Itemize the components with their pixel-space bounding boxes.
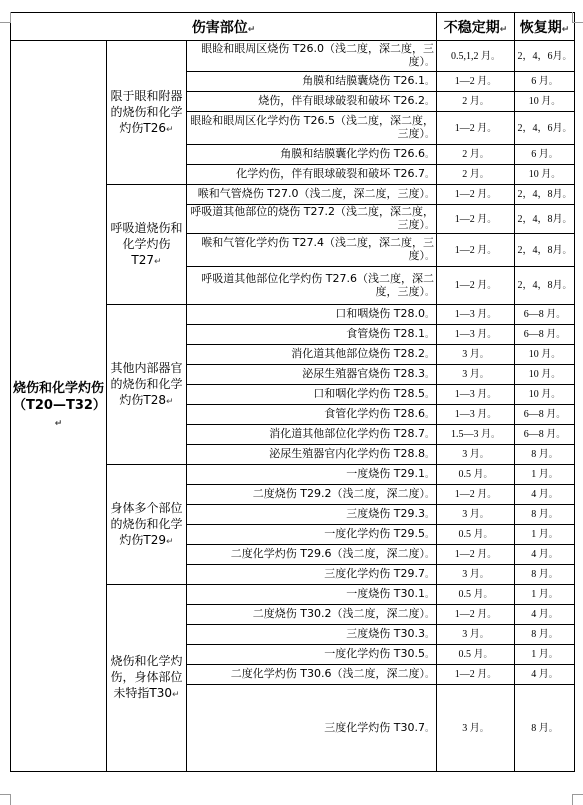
unstable-cell: 3 月。 (437, 365, 515, 385)
unstable-cell: 1—3 月。 (437, 305, 515, 325)
unstable-cell: 1—3 月。 (437, 385, 515, 405)
unstable-cell: 3 月。 (437, 685, 515, 772)
recovery-value: 8 月 (531, 569, 549, 580)
unstable-value: 1—3 月 (454, 309, 488, 320)
unstable-cell: 3 月。 (437, 505, 515, 525)
unstable-cell: 0.5 月。 (437, 465, 515, 485)
unstable-cell: 0.5,1,2 月。 (437, 41, 515, 72)
unstable-value: 1—2 月 (454, 244, 488, 256)
item-cell: 眼睑和眼周区化学灼伤 T26.5（浅二度，深二度，三度）。 (187, 112, 437, 145)
group-label: 烧伤和化学灼伤，身体部位未特指T30 (110, 654, 183, 700)
item-label: 三度烧伤 T29.3 (346, 507, 425, 520)
group-cell: 限于眼和附器的烧伤和化学灼伤T26↵ (107, 41, 187, 185)
recovery-cell: 2，4，8月。 (515, 185, 575, 205)
item-cell: 三度烧伤 T29.3。 (187, 505, 437, 525)
crop-mark-top-left (0, 12, 11, 23)
unstable-value: 0.5 月 (458, 529, 484, 540)
unstable-value: 1—2 月 (454, 549, 488, 560)
item-label: 消化道其他部位化学灼伤 T28.7 (269, 427, 425, 440)
unstable-value: 2 月 (462, 149, 480, 160)
unstable-cell: 3 月。 (437, 565, 515, 585)
unstable-value: 1.5—3 月 (451, 429, 491, 440)
unstable-value: 1—2 月 (454, 609, 488, 620)
unstable-value: 0.5 月 (458, 469, 484, 480)
recovery-value: 2，4，8月 (517, 213, 563, 225)
recovery-cell: 10 月。 (515, 385, 575, 405)
header-unstable: 不稳定期↵ (437, 13, 515, 41)
unstable-cell: 3 月。 (437, 625, 515, 645)
item-label: 眼睑和眼周区化学灼伤 T26.5（浅二度，深二度，三度） (190, 114, 435, 140)
item-cell: 二度化学灼伤 T29.6（浅二度，深二度）。 (187, 545, 437, 565)
item-cell: 二度化学灼伤 T30.6（浅二度，深二度）。 (187, 665, 437, 685)
item-label: 一度化学灼伤 T30.5 (324, 647, 425, 660)
item-cell: 烧伤，伴有眼球破裂和破坏 T26.2。 (187, 92, 437, 112)
unstable-value: 2 月 (462, 169, 480, 180)
recovery-cell: 1 月。 (515, 465, 575, 485)
unstable-value: 3 月 (462, 722, 480, 734)
unstable-cell: 1.5—3 月。 (437, 425, 515, 445)
recovery-value: 10 月 (528, 369, 552, 380)
recovery-cell: 8 月。 (515, 505, 575, 525)
unstable-value: 3 月 (462, 629, 480, 640)
recovery-value: 2，4，8月 (517, 244, 563, 256)
injury-period-table (10, 12, 575, 772)
item-cell: 二度烧伤 T29.2（浅二度，深二度）。 (187, 485, 437, 505)
recovery-value: 10 月 (528, 169, 552, 180)
unstable-cell: 1—3 月。 (437, 325, 515, 345)
recovery-value: 2，4，6月 (517, 122, 563, 134)
recovery-cell: 1 月。 (515, 525, 575, 545)
recovery-cell: 1 月。 (515, 645, 575, 665)
recovery-value: 6 月 (531, 76, 549, 87)
recovery-cell: 8 月。 (515, 445, 575, 465)
item-label: 喉和气管化学灼伤 T27.4（浅二度，深二度，三度） (201, 236, 435, 262)
item-label: 消化道其他部位烧伤 T28.2 (291, 347, 425, 360)
crop-mark-top-right (572, 12, 583, 23)
group-cell: 烧伤和化学灼伤，身体部位未特指T30↵ (107, 585, 187, 772)
recovery-cell: 10 月。 (515, 92, 575, 112)
unstable-cell: 0.5 月。 (437, 645, 515, 665)
recovery-cell: 6—8 月。 (515, 305, 575, 325)
recovery-value: 1 月 (531, 589, 549, 600)
recovery-value: 4 月 (531, 489, 549, 500)
item-label: 二度烧伤 T29.2（浅二度，深二度） (252, 487, 425, 500)
item-label: 二度烧伤 T30.2（浅二度，深二度） (252, 607, 425, 620)
item-label: 一度化学灼伤 T29.5 (324, 527, 425, 540)
recovery-cell: 2，4，6月。 (515, 112, 575, 145)
item-label: 食管化学灼伤 T28.6 (324, 407, 425, 420)
recovery-cell: 2，4，8月。 (515, 267, 575, 305)
category-cell: 烧伤和化学灼伤（T20—T32）↵ (11, 41, 107, 772)
recovery-value: 4 月 (531, 549, 549, 560)
table-row (11, 41, 575, 72)
item-label: 眼睑和眼周区烧伤 T26.0（浅二度，深二度，三度） (201, 42, 435, 68)
recovery-value: 1 月 (531, 529, 549, 540)
item-cell: 一度化学灼伤 T30.5。 (187, 645, 437, 665)
recovery-value: 1 月 (531, 649, 549, 660)
item-cell: 一度化学灼伤 T29.5。 (187, 525, 437, 545)
unstable-value: 3 月 (462, 369, 480, 380)
recovery-value: 4 月 (531, 669, 549, 680)
category-label: 烧伤和化学灼伤（T20—T32） (13, 380, 106, 413)
unstable-cell: 1—2 月。 (437, 234, 515, 267)
unstable-cell: 1—2 月。 (437, 267, 515, 305)
item-cell: 消化道其他部位化学灼伤 T28.7。 (187, 425, 437, 445)
item-label: 喉和气管烧伤 T27.0（浅二度，深二度，三度） (197, 187, 425, 200)
item-cell: 眼睑和眼周区烧伤 T26.0（浅二度，深二度，三度）。 (187, 41, 437, 72)
recovery-cell: 4 月。 (515, 545, 575, 565)
unstable-cell: 3 月。 (437, 445, 515, 465)
item-cell: 泌尿生殖器官烧伤 T28.3。 (187, 365, 437, 385)
unstable-value: 2 月 (462, 96, 480, 107)
recovery-cell: 8 月。 (515, 685, 575, 772)
item-label: 口和咽化学灼伤 T28.5 (313, 387, 425, 400)
item-label: 一度烧伤 T30.1 (346, 587, 425, 600)
recovery-cell: 6—8 月。 (515, 425, 575, 445)
recovery-cell: 6 月。 (515, 145, 575, 165)
recovery-value: 8 月 (531, 449, 549, 460)
unstable-value: 3 月 (462, 449, 480, 460)
item-label: 三度化学灼伤 T30.7 (324, 720, 425, 734)
recovery-cell: 10 月。 (515, 345, 575, 365)
recovery-value: 6 月 (531, 149, 549, 160)
unstable-cell: 2 月。 (437, 92, 515, 112)
item-label: 角膜和结膜囊化学灼伤 T26.6 (280, 147, 425, 160)
recovery-value: 4 月 (531, 609, 549, 620)
unstable-cell: 0.5 月。 (437, 525, 515, 545)
item-cell: 三度化学灼伤 T29.7。 (187, 565, 437, 585)
item-label: 角膜和结膜囊烧伤 T26.1 (302, 74, 425, 87)
unstable-cell: 3 月。 (437, 345, 515, 365)
unstable-cell: 1—2 月。 (437, 205, 515, 234)
item-cell: 喉和气管烧伤 T27.0（浅二度，深二度，三度）。 (187, 185, 437, 205)
unstable-cell: 1—2 月。 (437, 485, 515, 505)
recovery-cell: 6—8 月。 (515, 325, 575, 345)
item-label: 烧伤，伴有眼球破裂和破坏 T26.2 (258, 94, 425, 107)
unstable-value: 0.5,1,2 月 (451, 50, 491, 62)
item-label: 呼吸道其他部位化学灼伤 T27.6（浅二度，深二度，三度） (201, 271, 435, 298)
unstable-value: 3 月 (462, 509, 480, 520)
recovery-value: 2，4，8月 (517, 280, 563, 291)
recovery-value: 1 月 (531, 469, 549, 480)
recovery-value: 6—8 月 (523, 309, 557, 320)
item-cell: 呼吸道其他部位化学灼伤 T27.6（浅二度，深二度，三度）。 (187, 267, 437, 305)
unstable-value: 0.5 月 (458, 649, 484, 660)
recovery-cell: 4 月。 (515, 605, 575, 625)
item-label: 泌尿生殖器官内化学灼伤 T28.8 (269, 447, 425, 460)
recovery-cell: 4 月。 (515, 665, 575, 685)
recovery-value: 6—8 月 (523, 429, 557, 440)
recovery-value: 8 月 (531, 629, 549, 640)
recovery-value: 10 月 (528, 389, 552, 400)
item-cell: 口和咽烧伤 T28.0。 (187, 305, 437, 325)
recovery-cell: 10 月。 (515, 365, 575, 385)
item-cell: 角膜和结膜囊化学灼伤 T26.6。 (187, 145, 437, 165)
header-recovery: 恢复期↵ (515, 13, 575, 41)
group-label: 呼吸道烧伤和化学灼伤T27 (110, 220, 183, 267)
item-cell: 一度烧伤 T30.1。 (187, 585, 437, 605)
unstable-cell: 1—2 月。 (437, 185, 515, 205)
group-label: 限于眼和附器的烧伤和化学灼伤T26 (110, 88, 183, 135)
item-label: 呼吸道其他部位的烧伤 T27.2（浅二度，深二度，三度） (190, 205, 435, 231)
unstable-value: 3 月 (462, 349, 480, 360)
item-cell: 消化道其他部位烧伤 T28.2。 (187, 345, 437, 365)
item-label: 三度烧伤 T30.3 (346, 627, 425, 640)
unstable-value: 1—2 月 (454, 189, 488, 200)
item-cell: 喉和气管化学灼伤 T27.4（浅二度，深二度，三度）。 (187, 234, 437, 267)
item-cell: 二度烧伤 T30.2（浅二度，深二度）。 (187, 605, 437, 625)
item-label: 泌尿生殖器官烧伤 T28.3 (302, 367, 425, 380)
item-cell: 三度烧伤 T30.3。 (187, 625, 437, 645)
group-cell: 呼吸道烧伤和化学灼伤T27↵ (107, 185, 187, 305)
recovery-cell: 8 月。 (515, 565, 575, 585)
recovery-cell: 2，4，6月。 (515, 41, 575, 72)
unstable-value: 1—2 月 (454, 489, 488, 500)
recovery-cell: 2，4，8月。 (515, 234, 575, 267)
unstable-cell: 0.5 月。 (437, 585, 515, 605)
unstable-value: 1—2 月 (454, 280, 488, 291)
item-cell: 食管烧伤 T28.1。 (187, 325, 437, 345)
unstable-value: 1—2 月 (454, 213, 488, 225)
recovery-cell: 10 月。 (515, 165, 575, 185)
recovery-cell: 2，4，8月。 (515, 205, 575, 234)
document-page (10, 12, 575, 772)
item-cell: 呼吸道其他部位的烧伤 T27.2（浅二度，深二度，三度）。 (187, 205, 437, 234)
item-cell: 化学灼伤，伴有眼球破裂和破坏 T26.7。 (187, 165, 437, 185)
item-label: 化学灼伤，伴有眼球破裂和破坏 T26.7 (236, 167, 425, 180)
item-label: 三度化学灼伤 T29.7 (324, 567, 425, 580)
crop-mark-bottom-right (572, 794, 583, 805)
unstable-value: 1—2 月 (454, 76, 488, 87)
recovery-cell: 8 月。 (515, 625, 575, 645)
recovery-cell: 6—8 月。 (515, 405, 575, 425)
group-label: 其他内部器官的烧伤和化学灼伤T28 (110, 360, 183, 407)
recovery-value: 2，4，8月 (517, 189, 563, 200)
recovery-value: 2，4，6月 (517, 50, 563, 62)
recovery-value: 6—8 月 (523, 329, 557, 340)
recovery-cell: 1 月。 (515, 585, 575, 605)
unstable-cell: 1—2 月。 (437, 545, 515, 565)
unstable-cell: 2 月。 (437, 145, 515, 165)
item-label: 口和咽烧伤 T28.0 (335, 307, 425, 320)
item-label: 食管烧伤 T28.1 (346, 327, 425, 340)
unstable-value: 1—3 月 (454, 329, 488, 340)
recovery-cell: 6 月。 (515, 72, 575, 92)
item-cell: 一度烧伤 T29.1。 (187, 465, 437, 485)
group-cell: 身体多个部位的烧伤和化学灼伤T29↵ (107, 465, 187, 585)
unstable-value: 3 月 (462, 569, 480, 580)
item-label: 二度化学灼伤 T29.6（浅二度，深二度） (230, 547, 425, 560)
unstable-cell: 1—2 月。 (437, 605, 515, 625)
item-cell: 三度化学灼伤 T30.7。 (187, 685, 437, 772)
crop-mark-bottom-left (0, 794, 11, 805)
item-cell: 泌尿生殖器官内化学灼伤 T28.8。 (187, 445, 437, 465)
recovery-value: 10 月 (528, 96, 552, 107)
unstable-value: 1—3 月 (454, 389, 488, 400)
recovery-value: 8 月 (531, 722, 549, 734)
unstable-cell: 1—2 月。 (437, 665, 515, 685)
unstable-value: 1—2 月 (454, 122, 488, 134)
recovery-value: 10 月 (528, 349, 552, 360)
item-label: 一度烧伤 T29.1 (346, 467, 425, 480)
unstable-cell: 1—3 月。 (437, 405, 515, 425)
group-cell: 其他内部器官的烧伤和化学灼伤T28↵ (107, 305, 187, 465)
header-part: 伤害部位↵ (11, 13, 437, 41)
recovery-value: 6—8 月 (523, 409, 557, 420)
unstable-cell: 1—2 月。 (437, 72, 515, 92)
group-label: 身体多个部位的烧伤和化学灼伤T29 (110, 500, 183, 547)
recovery-cell: 4 月。 (515, 485, 575, 505)
unstable-cell: 2 月。 (437, 165, 515, 185)
unstable-value: 1—3 月 (454, 409, 488, 420)
unstable-value: 1—2 月 (454, 669, 488, 680)
item-cell: 食管化学灼伤 T28.6。 (187, 405, 437, 425)
unstable-cell: 1—2 月。 (437, 112, 515, 145)
item-label: 二度化学灼伤 T30.6（浅二度，深二度） (230, 667, 425, 680)
header-row (11, 13, 575, 41)
recovery-value: 8 月 (531, 509, 549, 520)
item-cell: 口和咽化学灼伤 T28.5。 (187, 385, 437, 405)
unstable-value: 0.5 月 (458, 589, 484, 600)
item-cell: 角膜和结膜囊烧伤 T26.1。 (187, 72, 437, 92)
